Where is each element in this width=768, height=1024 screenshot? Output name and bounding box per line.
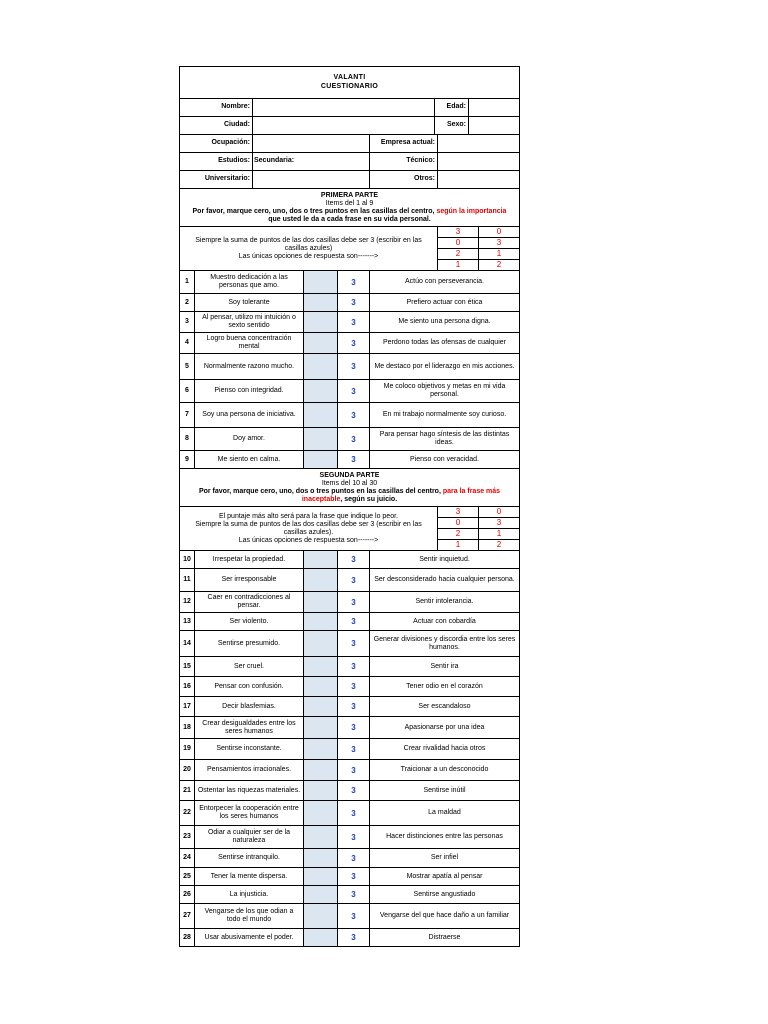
answer-value[interactable]: 3: [338, 631, 370, 656]
question-row: [180, 379, 519, 402]
question-row: [180, 656, 519, 676]
answer-input[interactable]: [304, 677, 338, 696]
answer-value[interactable]: 3: [338, 569, 370, 591]
question-number: 20: [180, 760, 195, 780]
question-option-a: Logro buena concentración mental: [195, 333, 304, 353]
empresa-label: Empresa actual:: [370, 135, 438, 152]
answer-input[interactable]: [304, 657, 338, 676]
question-option-a: Soy tolerante: [195, 294, 304, 311]
row-nombre: [180, 98, 519, 116]
row-universitario: [180, 170, 519, 188]
question-option-b: Generar divisiones y discordia entre los seres humanos.: [373, 635, 516, 651]
answer-value[interactable]: 3: [338, 781, 370, 800]
question-number: 12: [180, 592, 195, 612]
question-option-b: Pienso con veracidad.: [410, 455, 479, 463]
question-option-a: Entorpecer la cooperación entre los seres humanos: [195, 801, 304, 825]
part1-options-text: Las únicas opciones de respuesta son------->: [238, 252, 379, 260]
question-number: 6: [180, 380, 195, 402]
answer-input[interactable]: [304, 428, 338, 450]
question-row: [180, 427, 519, 450]
question-row: [180, 696, 519, 716]
question-number: 11: [180, 569, 195, 591]
question-row: [180, 759, 519, 780]
part2-rules: [180, 507, 437, 550]
question-option-a: Ser cruel.: [195, 657, 304, 676]
answer-input[interactable]: [304, 403, 338, 427]
answer-value[interactable]: 3: [338, 929, 370, 946]
answer-input[interactable]: [304, 271, 338, 293]
question-option-b: Sentir intolerancia.: [415, 598, 474, 606]
question-option-b: Sentirse angustiado: [413, 890, 476, 898]
question-option-a: Usar abusivamente el poder.: [195, 929, 304, 946]
tecnico-field[interactable]: [438, 153, 519, 170]
part1-answer-options: 3 0 0 3 2 1 1 2: [437, 227, 519, 270]
part2-highest-rule: El puntaje más alto será para la frase que indique lo peor.: [218, 512, 398, 520]
question-row: [180, 612, 519, 630]
question-option-a: Decir blasfemias.: [195, 697, 304, 716]
answer-value[interactable]: 3: [338, 886, 370, 903]
question-option-a: Crear desigualdades entre los seres humanos: [195, 717, 304, 738]
question-row: [180, 848, 519, 867]
part2-questions: [180, 550, 519, 946]
question-option-b: La maldad: [428, 809, 461, 817]
answer-input[interactable]: [304, 312, 338, 332]
answer-value[interactable]: 3: [338, 294, 370, 311]
answer-input[interactable]: [304, 569, 338, 591]
question-option-b: Ser infiel: [430, 854, 459, 862]
question-row: [180, 402, 519, 427]
part2-instructions: [180, 506, 519, 550]
question-option-b: Distraerse: [428, 933, 461, 941]
ocupacion-field[interactable]: [253, 135, 370, 152]
question-number: 17: [180, 697, 195, 716]
part1-heading: PRIMERA PARTE: [320, 192, 379, 199]
question-number: 24: [180, 849, 195, 867]
empresa-field[interactable]: [438, 135, 519, 152]
answer-value[interactable]: 3: [338, 760, 370, 780]
question-option-a: Soy una persona de iniciativa.: [195, 403, 304, 427]
question-row: [180, 630, 519, 656]
question-number: 19: [180, 739, 195, 759]
question-option-a: Sentirse inconstante.: [195, 739, 304, 759]
question-number: 10: [180, 551, 195, 568]
question-option-b: Me coloco objetivos y metas en mi vida personal.: [383, 383, 506, 399]
part2-options-text: Las únicas opciones de respuesta son------->: [238, 536, 379, 544]
question-option-a: Pienso con integridad.: [195, 380, 304, 402]
question-number: 3: [180, 312, 195, 332]
answer-input[interactable]: [304, 739, 338, 759]
question-row: [180, 716, 519, 738]
form-title: [180, 66, 519, 98]
question-option-a: Pensamientos irracionales.: [195, 760, 304, 780]
question-row: [180, 867, 519, 885]
question-option-a: Normalmente razono mucho.: [195, 354, 304, 379]
question-row: [180, 450, 519, 468]
answer-value[interactable]: 3: [338, 849, 370, 867]
otros-label: Otros:: [370, 171, 438, 188]
part1-items-range: Items del 1 al 9: [325, 200, 374, 208]
question-option-b: Traicionar a un desconocido: [400, 766, 489, 774]
question-option-b: Crear rivalidad hacia otros: [403, 745, 486, 753]
answer-input[interactable]: [304, 801, 338, 825]
question-number: 4: [180, 333, 195, 353]
question-option-b: Sentirse inútil: [423, 786, 466, 794]
question-row: [180, 903, 519, 928]
question-row: [180, 591, 519, 612]
question-row: [180, 311, 519, 332]
tecnico-label: Técnico:: [370, 153, 438, 170]
row-ciudad: [180, 116, 519, 134]
question-row: [180, 928, 519, 946]
answer-input[interactable]: [304, 760, 338, 780]
question-option-a: Sentirse intranquilo.: [195, 849, 304, 867]
answer-value[interactable]: 3: [338, 312, 370, 332]
answer-input[interactable]: [304, 781, 338, 800]
question-option-a: Me siento en calma.: [195, 451, 304, 468]
answer-value[interactable]: 3: [338, 739, 370, 759]
question-option-b: Actúo con perseverancia.: [405, 278, 484, 286]
estudios-label: Estudios:: [180, 153, 253, 170]
question-option-b: Perdono todas las ofensas de cualquier: [383, 339, 506, 347]
question-number: 28: [180, 929, 195, 946]
question-option-a: Caer en contradicciones al pensar.: [195, 592, 304, 612]
answer-value[interactable]: 3: [338, 801, 370, 825]
question-number: 18: [180, 717, 195, 738]
question-row: [180, 568, 519, 591]
question-row: [180, 550, 519, 568]
ocupacion-label: Ocupación:: [180, 135, 253, 152]
question-number: 26: [180, 886, 195, 903]
question-row: [180, 885, 519, 903]
question-option-b: Me destaco por el liderazgo en mis acciones.: [374, 362, 515, 370]
ciudad-label: Ciudad:: [180, 117, 253, 134]
question-number: 5: [180, 354, 195, 379]
questionnaire-form: [179, 66, 520, 947]
question-option-a: Muestro dedicación a las personas que amo.: [195, 271, 304, 293]
part1-instruction-line1: Por favor, marque cero, uno, dos o tres puntos en las casillas del centro, según la importancia: [192, 208, 507, 216]
question-option-b: Sentir inquietud.: [419, 555, 470, 563]
question-option-b: Actuar con cobardía: [413, 617, 476, 625]
answer-input[interactable]: [304, 826, 338, 848]
question-option-a: Doy amor.: [195, 428, 304, 450]
answer-input[interactable]: [304, 929, 338, 946]
nombre-label: Nombre:: [180, 99, 253, 116]
question-option-a: Sentirse presumido.: [195, 631, 304, 656]
answer-input[interactable]: [304, 849, 338, 867]
question-option-b: Ser escandaloso: [418, 702, 471, 710]
nombre-field[interactable]: [253, 99, 435, 116]
part1-importance-text: según la importancia: [436, 208, 507, 216]
sexo-field[interactable]: [469, 117, 519, 134]
ciudad-field[interactable]: [253, 117, 435, 134]
question-option-a: Odiar a cualquier ser de la naturaleza: [195, 826, 304, 848]
part1-instructions: [180, 226, 519, 270]
question-number: 22: [180, 801, 195, 825]
part1-header: [180, 188, 519, 226]
question-option-a: La injusticia.: [195, 886, 304, 903]
answer-value[interactable]: 3: [338, 904, 370, 928]
answer-value[interactable]: 3: [338, 354, 370, 379]
answer-value[interactable]: 3: [338, 613, 370, 630]
question-number: 23: [180, 826, 195, 848]
question-option-b: Para pensar hago síntesis de las distintas ideas.: [379, 431, 510, 447]
question-option-a: Vengarse de los que odian a todo el mundo: [195, 904, 304, 928]
question-row: [180, 780, 519, 800]
question-option-a: Ser violento.: [195, 613, 304, 630]
question-row: [180, 293, 519, 311]
answer-value[interactable]: 3: [338, 826, 370, 848]
question-option-a: Irrespetar la propiedad.: [195, 551, 304, 568]
question-number: 2: [180, 294, 195, 311]
question-number: 16: [180, 677, 195, 696]
part2-instruction-line1: Por favor, marque cero, uno, dos o tres puntos en las casillas del centro, para la frase más inaceptable, según su juicio.: [198, 488, 501, 504]
question-row: [180, 270, 519, 293]
answer-input[interactable]: [304, 697, 338, 716]
universitario-label: Universitario:: [180, 171, 253, 188]
question-option-b: Mostrar apatía al pensar: [406, 872, 483, 880]
universitario-field[interactable]: [253, 171, 370, 188]
question-option-a: Al pensar, utilizo mi intuición o sexto sentido: [195, 312, 304, 332]
part2-header: [180, 468, 519, 506]
question-option-b: Vengarse del que hace daño a un familiar: [379, 912, 510, 920]
question-number: 21: [180, 781, 195, 800]
question-number: 8: [180, 428, 195, 450]
answer-input[interactable]: [304, 904, 338, 928]
edad-label: Edad:: [435, 99, 469, 116]
question-row: [180, 353, 519, 379]
answer-value[interactable]: 3: [338, 403, 370, 427]
answer-input[interactable]: [304, 592, 338, 612]
answer-input[interactable]: [304, 613, 338, 630]
answer-value[interactable]: 3: [338, 451, 370, 468]
answer-value[interactable]: 3: [338, 657, 370, 676]
answer-value[interactable]: 3: [338, 333, 370, 353]
question-number: 27: [180, 904, 195, 928]
answer-value[interactable]: 3: [338, 717, 370, 738]
question-row: [180, 825, 519, 848]
answer-input[interactable]: [304, 451, 338, 468]
question-row: [180, 332, 519, 353]
question-option-b: Apasionarse por una idea: [404, 723, 485, 731]
title-valanti: VALANTI: [333, 74, 366, 82]
question-number: 25: [180, 868, 195, 885]
answer-value[interactable]: 3: [338, 592, 370, 612]
answer-input[interactable]: [304, 294, 338, 311]
answer-value[interactable]: 3: [338, 551, 370, 568]
question-number: 1: [180, 271, 195, 293]
answer-value[interactable]: 3: [338, 697, 370, 716]
answer-value[interactable]: 3: [338, 428, 370, 450]
sexo-label: Sexo:: [435, 117, 469, 134]
question-number: 9: [180, 451, 195, 468]
row-ocupacion: [180, 134, 519, 152]
answer-input[interactable]: [304, 886, 338, 903]
otros-field[interactable]: [438, 171, 519, 188]
question-option-a: Pensar con confusión.: [195, 677, 304, 696]
answer-input[interactable]: [304, 717, 338, 738]
answer-value[interactable]: 3: [338, 677, 370, 696]
part2-items-range: Items del 10 al 30: [321, 480, 378, 488]
question-option-b: Me siento una persona digna.: [398, 318, 491, 326]
answer-input[interactable]: [304, 380, 338, 402]
question-option-a: Tener la mente dispersa.: [195, 868, 304, 885]
question-option-b: Hacer distinciones entre las personas: [386, 833, 503, 841]
row-estudios: [180, 152, 519, 170]
part2-heading: SEGUNDA PARTE: [319, 472, 380, 480]
question-option-b: Prefiero actuar con ética: [406, 298, 483, 306]
part2-sum-rule: Siempre la suma de puntos de las dos casillas debe ser 3 (escribir en las casillas azules).: [195, 520, 422, 536]
question-option-a: Ostentar las riquezas materiales.: [195, 781, 304, 800]
answer-input[interactable]: [304, 868, 338, 885]
part1-questions: [180, 270, 519, 468]
answer-value[interactable]: 3: [338, 271, 370, 293]
part1-sum-rule: Siempre la suma de puntos de las dos casillas debe ser 3 (escribir en las casillas azules): [195, 236, 422, 252]
question-number: 13: [180, 613, 195, 630]
part2-inacceptable-text: para la frase más inaceptable: [301, 488, 501, 504]
title-cuestionario: CUESTIONARIO: [320, 82, 379, 90]
question-row: [180, 738, 519, 759]
answer-value[interactable]: 3: [338, 868, 370, 885]
question-row: [180, 676, 519, 696]
question-number: 15: [180, 657, 195, 676]
edad-field[interactable]: [469, 99, 519, 116]
answer-input[interactable]: [304, 333, 338, 353]
question-option-b: Tener odio en el corazón: [406, 682, 483, 690]
question-option-b: En mi trabajo normalmente soy curioso.: [382, 411, 507, 419]
answer-input[interactable]: [304, 551, 338, 568]
question-option-a: Ser irresponsable: [195, 569, 304, 591]
question-number: 7: [180, 403, 195, 427]
question-option-b: Ser desconsiderado hacia cualquier persona.: [374, 576, 515, 584]
question-number: 14: [180, 631, 195, 656]
question-option-b: Sentir ira: [430, 662, 459, 670]
part1-instruction-line2: que usted le da a cada frase en su vida personal.: [268, 216, 431, 224]
answer-input[interactable]: [304, 631, 338, 656]
question-row: [180, 800, 519, 825]
secundaria-label: Secundaria:: [253, 153, 370, 170]
answer-input[interactable]: [304, 354, 338, 379]
part2-answer-options: 3 0 0 3 2 1 1 2: [437, 507, 519, 550]
part1-rules: [180, 227, 437, 270]
answer-value[interactable]: 3: [338, 380, 370, 402]
